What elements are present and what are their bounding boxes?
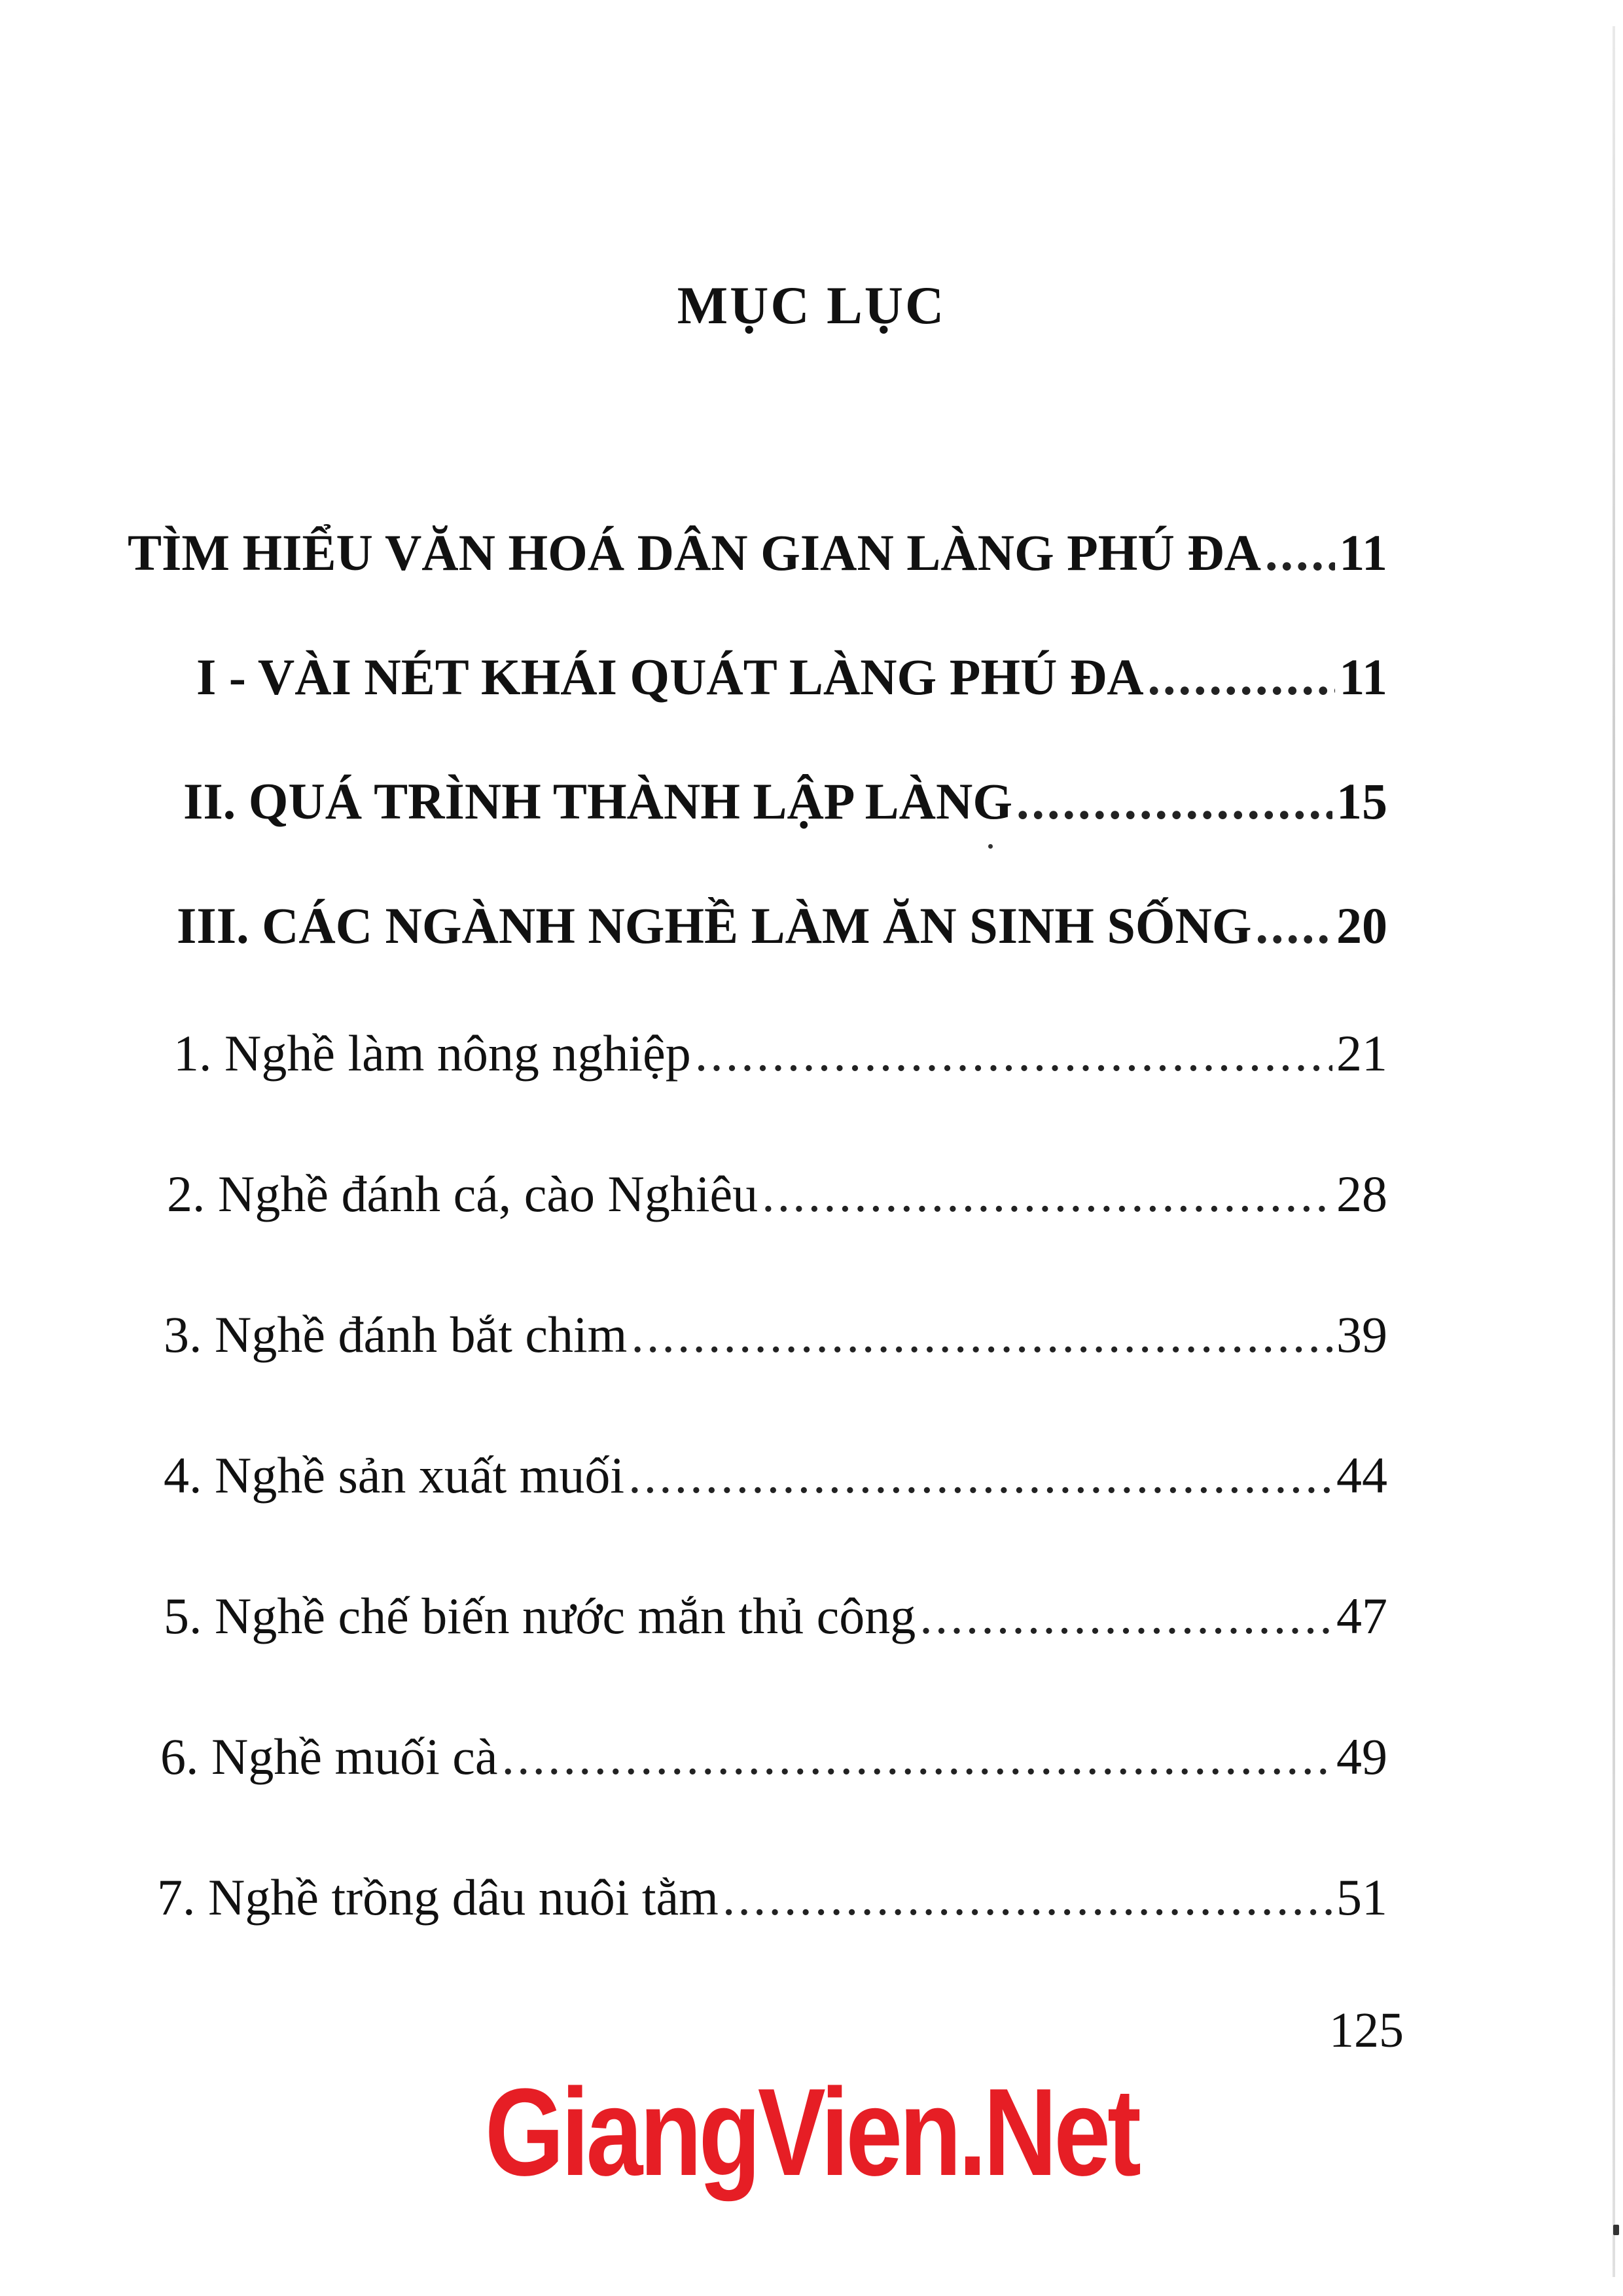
toc-entry-label: 7. Nghề trồng dâu nuôi tằm [157, 1869, 719, 1926]
toc-entry [196, 648, 1387, 707]
toc-entry-page: 28 [1336, 1165, 1387, 1222]
toc-leader-dots [1265, 523, 1335, 582]
toc-entry-page: 49 [1336, 1728, 1387, 1785]
toc-entry-label: I - VÀI NÉT KHÁI QUÁT LÀNG PHÚ ĐA [196, 648, 1144, 705]
toc-entry [177, 896, 1387, 955]
toc-entry-page: 44 [1336, 1447, 1387, 1504]
toc-entry [128, 523, 1387, 582]
page-title: MỤC LỤC [677, 275, 946, 335]
toc-leader-dots [919, 1587, 1332, 1646]
toc-entry-label: 2. Nghề đánh cá, cào Nghiêu [167, 1165, 758, 1222]
toc-entry [160, 1727, 1387, 1786]
toc-leader-dots [722, 1868, 1332, 1927]
toc-entry-label: 6. Nghề muối cà [160, 1728, 498, 1785]
toc-entry-label: III. CÁC NGÀNH NGHỀ LÀM ĂN SINH SỐNG [177, 897, 1252, 954]
toc-entry-page: 15 [1336, 773, 1387, 830]
toc-entry [164, 1305, 1387, 1364]
toc-leader-dots [628, 1446, 1332, 1505]
toc-leader-dots [1016, 772, 1332, 831]
scan-speck [988, 844, 993, 849]
toc-entry-label: 3. Nghề đánh bắt chim [164, 1306, 628, 1363]
toc-entry [164, 1446, 1387, 1505]
toc-entry [173, 1024, 1387, 1083]
toc-entry-page: 11 [1339, 648, 1387, 705]
toc-entry-page: 11 [1339, 524, 1387, 581]
toc-entry-page: 20 [1336, 897, 1387, 954]
toc-entry-page: 51 [1336, 1869, 1387, 1926]
toc-entry [157, 1868, 1387, 1927]
toc-entry-label: 5. Nghề chế biến nước mắn thủ công [164, 1587, 916, 1644]
scan-speck [1613, 2225, 1619, 2235]
toc-entry-label: II. QUÁ TRÌNH THÀNH LẬP LÀNG [183, 773, 1013, 830]
toc-leader-dots [1256, 896, 1333, 955]
toc-entry [183, 772, 1387, 831]
toc-leader-dots [502, 1727, 1332, 1786]
toc-leader-dots [631, 1305, 1332, 1364]
watermark-logo: GiangVien.Net [484, 2063, 1139, 2202]
toc-leader-dots [1148, 648, 1336, 707]
toc-entry [164, 1587, 1387, 1646]
toc-entry-label: TÌM HIỂU VĂN HOÁ DÂN GIAN LÀNG PHÚ ĐA [128, 524, 1261, 581]
toc-leader-dots [762, 1165, 1332, 1224]
page-number: 125 [1329, 2003, 1404, 2058]
toc-entry-page: 21 [1336, 1025, 1387, 1082]
toc-entry-label: 4. Nghề sản xuất muối [164, 1447, 625, 1504]
toc-entry-page: 47 [1336, 1587, 1387, 1644]
page-edge-shadow [1613, 26, 1615, 2277]
toc-leader-dots [695, 1024, 1332, 1083]
toc-entry-label: 1. Nghề làm nông nghiệp [173, 1025, 691, 1082]
toc-entry [167, 1165, 1387, 1224]
toc-entry-page: 39 [1336, 1306, 1387, 1363]
